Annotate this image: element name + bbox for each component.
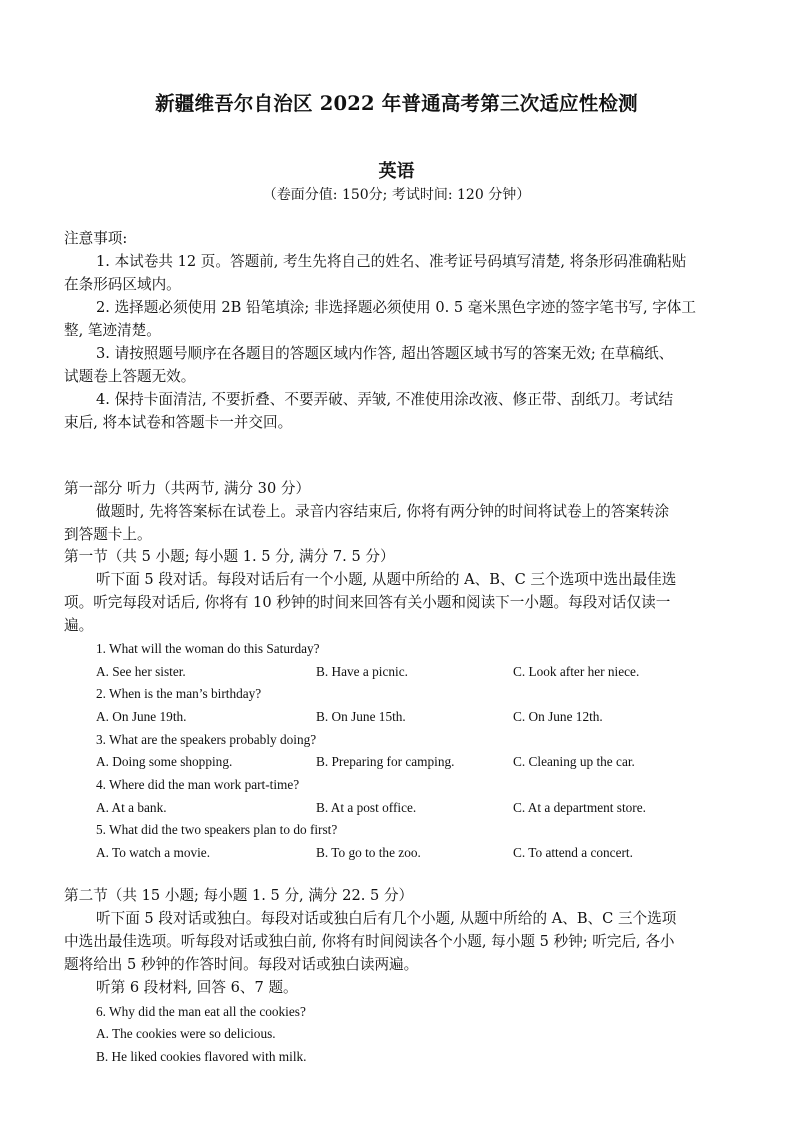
section1-instruction: 遍。 — [64, 617, 94, 634]
option-c: C. Cleaning up the car. — [513, 754, 635, 769]
notice-line: 1. 本试卷共 12 页。答题前, 考生先将自己的姓名、准考证号码填写清楚, 将条形码准确粘贴 — [96, 253, 687, 270]
material-label: 听第 6 段材料, 回答 6、7 题。 — [96, 979, 298, 996]
section1-instruction: 听下面 5 段对话。每段对话后有一个小题, 从题中所给的 A、B、C 三个选项中选出最佳选 — [96, 571, 677, 588]
option-a: A. At a bank. — [96, 800, 167, 815]
notice-heading: 注意事项: — [64, 230, 128, 247]
question-1: 1. What will the woman do this Saturday? — [96, 641, 320, 656]
option-b: B. At a post office. — [316, 800, 417, 815]
part1-instruction: 到答题卡上。 — [64, 526, 152, 543]
option-b: B. Have a picnic. — [316, 664, 408, 679]
notice-line: 4. 保持卡面清洁, 不要折叠、不要弄破、弄皱, 不准使用涂改液、修正带、刮纸刀。考试结 — [96, 391, 674, 408]
exam-meta: （卷面分值: 150分; 考试时间: 120 分钟） — [262, 187, 531, 203]
option-a: A. Doing some shopping. — [96, 754, 233, 769]
notice-line: 试题卷上答题无效。 — [64, 368, 196, 385]
option-b: B. Preparing for camping. — [316, 754, 455, 769]
section2-instruction: 中选出最佳选项。听每段对话或独白前, 你将有时间阅读各个小题, 每小题 5 秒钟; 听完后, 各小 — [64, 933, 675, 950]
question-6: 6. Why did the man eat all the cookies? — [96, 1004, 306, 1019]
notice-line: 在条形码区域内。 — [64, 276, 181, 293]
section2-instruction: 听下面 5 段对话或独白。每段对话或独白后有几个小题, 从题中所给的 A、B、C 三个选项 — [96, 910, 677, 927]
option-a: A. To watch a movie. — [96, 845, 211, 860]
question-2: 2. When is the man’s birthday? — [96, 686, 262, 701]
question-4: 4. Where did the man work part-time? — [96, 777, 300, 792]
option-c: C. Look after her niece. — [513, 664, 640, 679]
notice-line: 束后, 将本试卷和答题卡一并交回。 — [64, 414, 293, 431]
option-b: B. He liked cookies flavored with milk. — [96, 1049, 307, 1064]
question-5: 5. What did the two speakers plan to do first? — [96, 822, 338, 837]
part1-heading: 第一部分 听力（共两节, 满分 30 分） — [64, 480, 311, 497]
option-a: A. On June 19th. — [96, 709, 187, 724]
page-title: 新疆维吾尔自治区 2022 年普通高考第三次适应性检测 — [155, 92, 638, 115]
section1-heading: 第一节（共 5 小题; 每小题 1. 5 分, 满分 7. 5 分） — [64, 548, 395, 565]
option-b: B. To go to the zoo. — [316, 845, 421, 860]
notice-line: 整, 笔迹清楚。 — [64, 322, 161, 339]
part1-instruction: 做题时, 先将答案标在试卷上。录音内容结束后, 你将有两分钟的时间将试卷上的答案转涂 — [96, 503, 670, 520]
option-b: B. On June 15th. — [316, 709, 406, 724]
option-c: C. To attend a concert. — [513, 845, 633, 860]
subject-title: 英语 — [378, 161, 415, 182]
question-3: 3. What are the speakers probably doing? — [96, 732, 317, 747]
section2-heading: 第二节（共 15 小题; 每小题 1. 5 分, 满分 22. 5 分） — [64, 887, 414, 904]
option-a: A. The cookies were so delicious. — [96, 1026, 276, 1041]
option-c: C. On June 12th. — [513, 709, 603, 724]
option-a: A. See her sister. — [96, 664, 186, 679]
section1-instruction: 项。听完每段对话后, 你将有 10 秒钟的时间来回答有关小题和阅读下一小题。每段对话仅读一 — [64, 594, 671, 611]
notice-line: 3. 请按照题号顺序在各题目的答题区域内作答, 超出答题区域书写的答案无效; 在草稿纸、 — [96, 345, 674, 362]
notice-line: 2. 选择题必须使用 2B 铅笔填涂; 非选择题必须使用 0. 5 毫米黑色字迹的签字笔书写, 字体工 — [96, 299, 696, 316]
section2-instruction: 题将给出 5 秒钟的作答时间。每段对话或独白读两遍。 — [64, 956, 419, 973]
option-c: C. At a department store. — [513, 800, 646, 815]
